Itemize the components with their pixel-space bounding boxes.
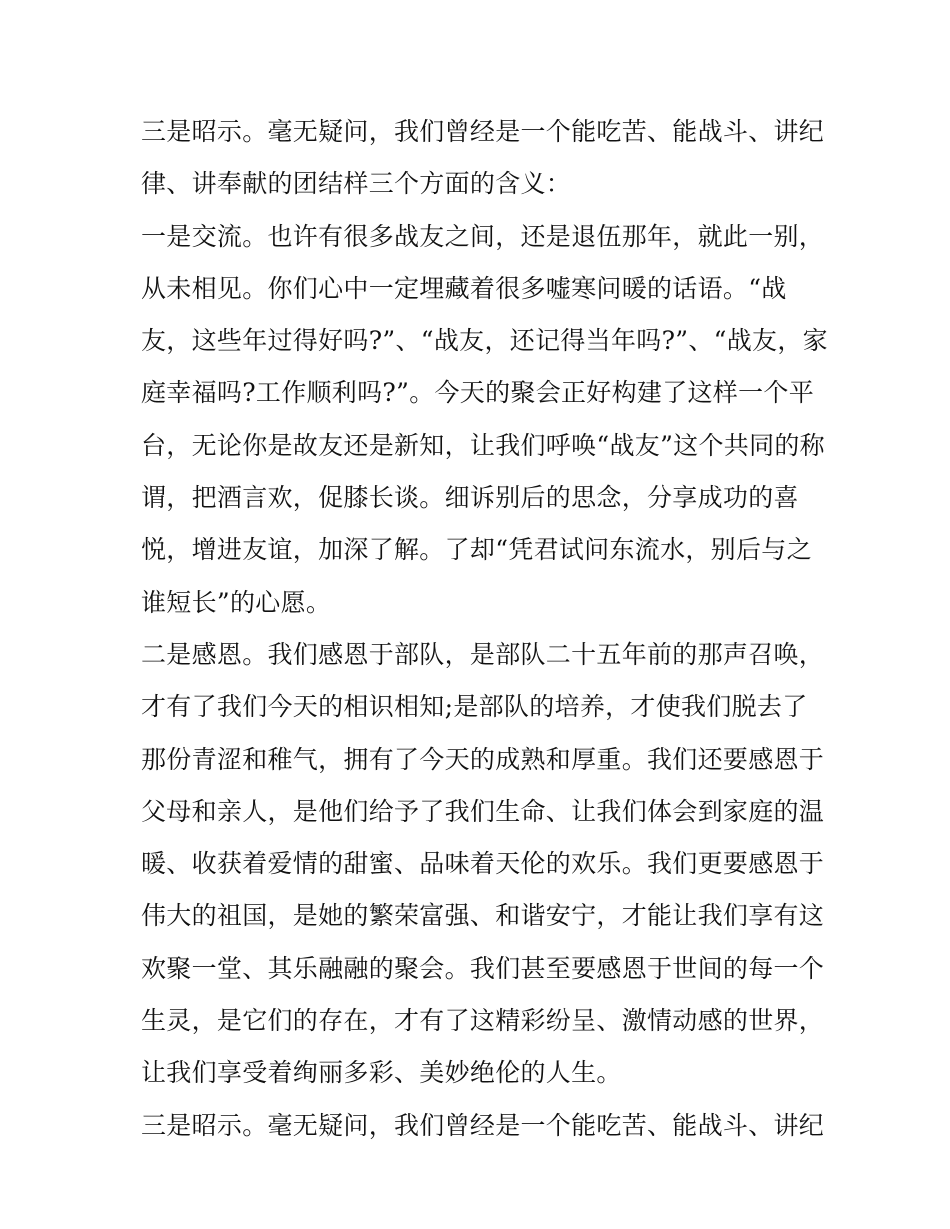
- text-line: 二是感恩。我们感恩于部队，是部队二十五年前的那声召唤，: [141, 639, 825, 669]
- text-line: 才有了我们今天的相识相知;是部队的培养，才使我们脱去了: [141, 692, 808, 722]
- document-body: [141, 106, 828, 1152]
- text-line: 一是交流。也许有很多战友之间，还是退伍那年，就此一别，: [141, 221, 825, 251]
- text-line: 庭幸福吗?工作顺利吗?”。今天的聚会正好构建了这样一个平: [141, 378, 814, 408]
- paragraph-1: [141, 106, 825, 211]
- text-line: 欢聚一堂、其乐融融的聚会。我们甚至要感恩于世间的每一个: [141, 953, 825, 983]
- paragraph-3: [141, 629, 825, 1100]
- text-line: 让我们享受着绚丽多彩、美妙绝伦的人生。: [141, 1058, 622, 1088]
- text-line: 从未相见。你们心中一定埋藏着很多嘘寒问暖的话语。“战: [141, 273, 787, 303]
- text-line: 悦，增进友谊，加深了解。了却“凭君试问东流水，别后与之: [141, 535, 812, 565]
- text-line: 谁短长”的心愿。: [141, 587, 332, 617]
- text-line: 友，这些年过得好吗?”、“战友，还记得当年吗?”、“战友，家: [141, 326, 828, 356]
- text-line: 那份青涩和稚气，拥有了今天的成熟和厚重。我们还要感恩于: [141, 744, 825, 774]
- text-line: 台，无论你是故友还是新知，让我们呼唤“战友”这个共同的称: [141, 430, 825, 460]
- text-line: 三是昭示。毫无疑问，我们曾经是一个能吃苦、能战斗、讲纪: [141, 117, 825, 146]
- text-line: 父母和亲人，是他们给予了我们生命、让我们体会到家庭的温: [141, 796, 825, 826]
- text-line: 暖、收获着爱情的甜蜜、品味着天伦的欢乐。我们更要感恩于: [141, 849, 825, 879]
- paragraph-2: [141, 211, 828, 629]
- paragraph-4: [141, 1100, 825, 1152]
- text-line: 三是昭示。毫无疑问，我们曾经是一个能吃苦、能战斗、讲纪: [141, 1110, 825, 1140]
- text-line: 谓，把酒言欢，促膝长谈。细诉别后的思念，分享成功的喜: [141, 483, 799, 513]
- text-line: 伟大的祖国，是她的繁荣富强、和谐安宁，才能让我们享有这: [141, 901, 825, 931]
- text-line: 律、讲奉献的团结样三个方面的含义：: [141, 169, 572, 199]
- text-line: 生灵，是它们的存在，才有了这精彩纷呈、激情动感的世界，: [141, 1006, 825, 1036]
